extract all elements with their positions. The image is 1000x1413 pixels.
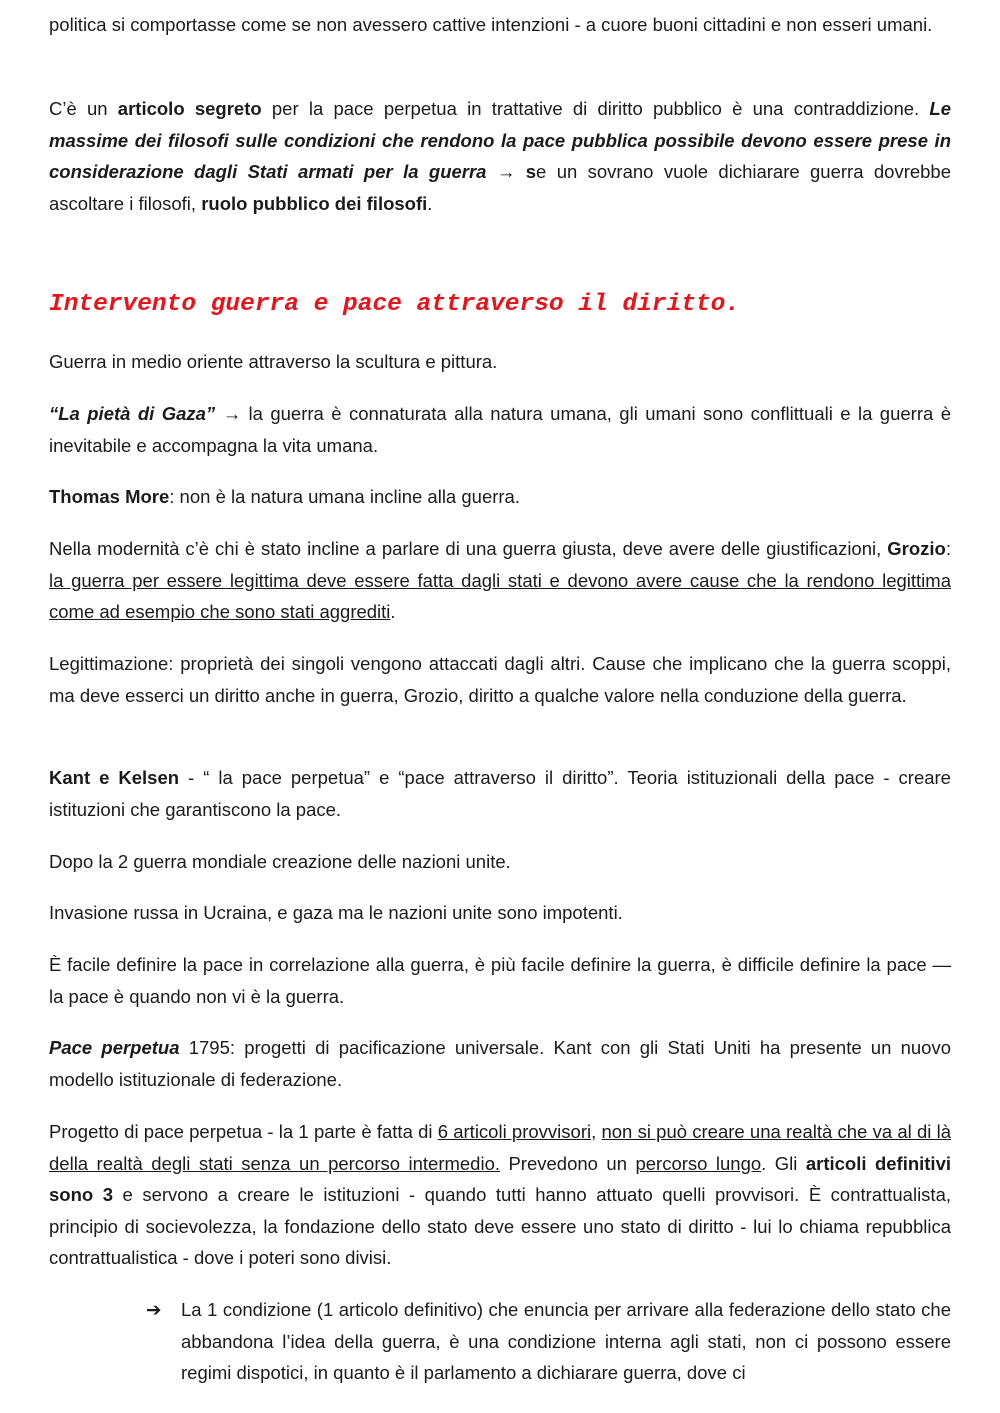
bold-kant-kelsen: Kant e Kelsen	[49, 767, 180, 788]
paragraph-articolo-segreto: C’è un articolo segreto per la pace perpetua in trattative di diritto pubblico è una contraddizione. Le massime dei filosofi sulle condizioni che rendono la pace pubblica possibile devono essere prese in considerazione dagli Stati armati per la guerra → se un sovrano vuole dichiarare guerra dovrebbe ascoltare i filosofi, ruolo pubblico dei filosofi.	[49, 98, 952, 214]
paragraph-legittimazione: Legittimazione: proprietà dei singoli vengono attaccati dagli altri. Cause che implicano che la guerra scoppi, ma deve esserci un diritto anche in guerra, Grozio, diritto a qualche valore nella conduzione della guerra.	[49, 653, 951, 706]
bullet-text: La 1 condizione (1 articolo definitivo) che enuncia per arrivare alla federazione dello stato che abbandona l’idea della guerra, è una condizione interna agli stati, non ci possono essere regimi dispotici, in quanto è il parlamento a dichiarare guerra, dove ci	[181, 1299, 951, 1383]
bold-ruolo-filosofi: ruolo pubblico dei filosofi	[201, 192, 428, 214]
paragraph-medio-oriente: Guerra in medio oriente attraverso la scultura e pittura.	[49, 351, 498, 372]
bold-thomas-more: Thomas More	[49, 486, 170, 507]
section-heading: Intervento guerra e pace attraverso il diritto.	[49, 291, 741, 318]
paragraph-progetto: Progetto di pace perpetua - la 1 parte è fatta di 6 articoli provvisori, non si può creare una realtà che va al di là della realtà degli stati senza un percorso intermedio. Prevedono un percorso lungo. Gli articoli definitivi sono 3 e servono a creare le istituzioni - quando tutti hanno attuato quelli provvisori. È contrattualista, principio di socievolezza, la fondazione dello stato deve essere uno stato di diritto - lui lo chiama repubblica contrattualistica - dove i poteri sono divisi.	[49, 1121, 952, 1268]
paragraph-kant-kelsen: Kant e Kelsen - “ la pace perpetua” e “pace attraverso il diritto”. Teoria istituzionali della pace - creare istituzioni che garantiscono la pace.	[49, 767, 951, 820]
paragraph-pieta-gaza: “La pietà di Gaza” → la guerra è connaturata alla natura umana, gli umani sono conflittuali e la guerra è inevitabile e accompagna la vita umana.	[49, 403, 951, 456]
bold-articolo-segreto: articolo segreto	[117, 98, 262, 119]
paragraph-definire-pace: È facile definire la pace in correlazione alla guerra, è più facile definire la guerra, è difficile definire la pace — la pace è quando non vi è la guerra.	[49, 954, 951, 1007]
paragraph-intro-continuation: politica si comportasse come se non avessero cattive intenzioni - a cuore buoni cittadini e non esseri umani.	[49, 14, 933, 35]
arrow-bullet-icon: ➔	[146, 1299, 162, 1320]
paragraph-thomas-more: Thomas More: non è la natura umana incline alla guerra.	[49, 486, 520, 507]
paragraph-grozio: Nella modernità c’è chi è stato incline a parlare di una guerra giusta, deve avere delle giustificazioni, Grozio: la guerra per essere legittima deve essere fatta dagli stati e devono avere cause che la rendono legittima come ad esempio che sono stati aggrediti.	[49, 538, 951, 622]
bold-grozio: Grozio	[887, 538, 946, 559]
paragraph-ucraina: Invasione russa in Ucraina, e gaza ma le nazioni unite sono impotenti.	[49, 902, 623, 923]
paragraph-nazioni-unite: Dopo la 2 guerra mondiale creazione delle nazioni unite.	[49, 851, 511, 872]
underline-percorso-intermedio: non si può creare una realtà che va al di là della realtà degli stati senza un percorso intermedio.	[49, 1121, 952, 1174]
underline-articoli-provvisori: 6 articoli provvisori	[437, 1121, 592, 1142]
bold-italic-pace-perpetua: Pace perpetua	[49, 1037, 180, 1058]
bold-italic-massime: Le massime dei filosofi sulle condizioni che rendono la pace pubblica possibile devono essere prese in considerazione dagli Stati armati per la guerra	[49, 98, 951, 182]
bold-articoli-definitivi: articoli definitivi sono 3	[49, 1152, 952, 1205]
underline-percorso-lungo: percorso lungo	[635, 1152, 762, 1174]
underline-guerra-legittima: la guerra per essere legittima deve essere fatta dagli stati e devono avere cause che la rendono legittima come ad esempio che sono stati aggrediti	[49, 569, 951, 622]
bullet-list-item	[148, 1294, 951, 1389]
paragraph-pace-perpetua: Pace perpetua 1795: progetti di pacificazione universale. Kant con gli Stati Uniti ha presente un nuovo modello istituzionale di federazione.	[49, 1037, 951, 1090]
bold-italic-pieta-gaza: “La pietà di Gaza”	[49, 403, 216, 424]
